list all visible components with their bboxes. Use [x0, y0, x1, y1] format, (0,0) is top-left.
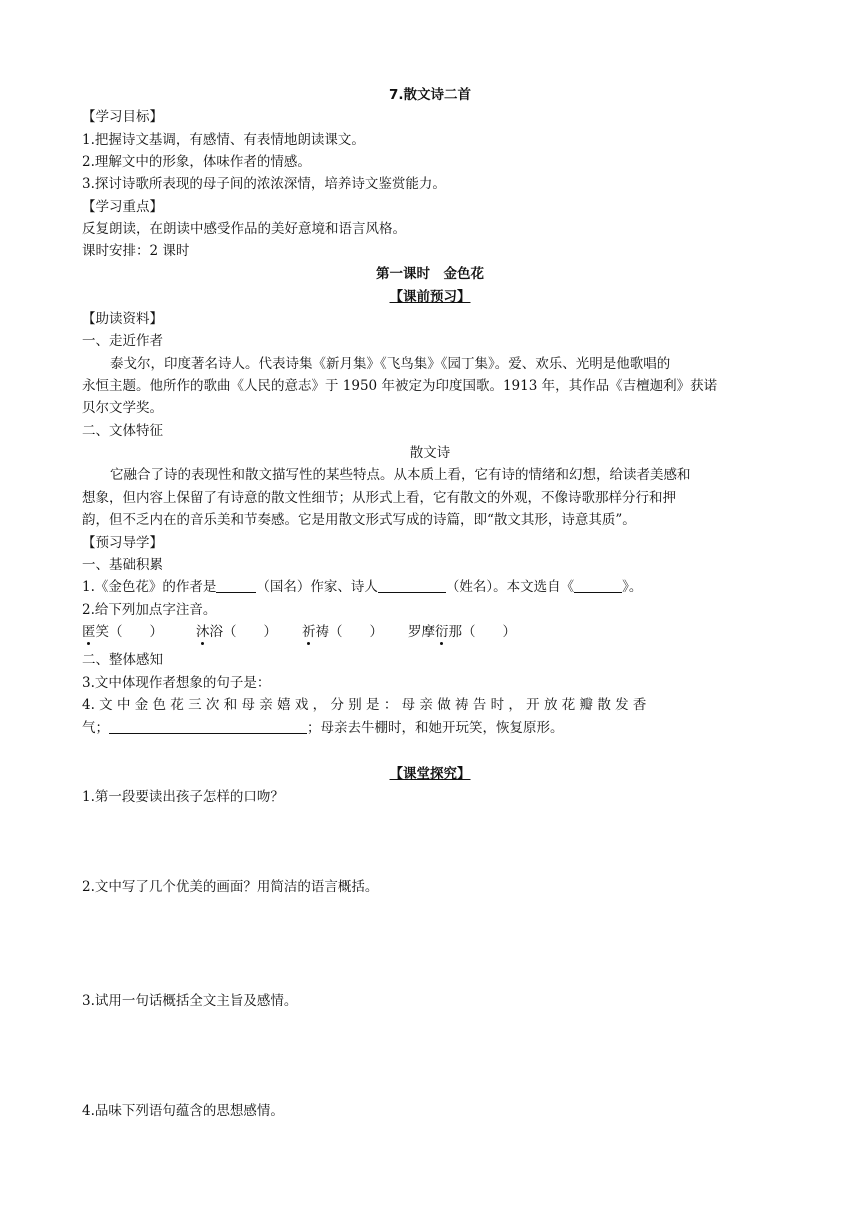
question-1: 1.《金色花》的作者是 （国名）作家、诗人 （姓名）。本文选自《 》。 — [82, 579, 643, 595]
answer-blank-name[interactable] — [378, 578, 446, 593]
basics-header: 一、基础积累 — [82, 557, 163, 573]
answer-blank-country[interactable] — [216, 578, 256, 593]
class-question: 2.文中写了几个优美的画面？用简洁的语言概括。 — [82, 879, 379, 895]
answer-blank-second-play[interactable] — [109, 719, 307, 734]
genre-paragraph-line: 韵，但不乏内在的音乐美和节奏感。它是用散文形式写成的诗篇，即“散文其形，诗意其质”。 — [82, 512, 636, 528]
genre-title: 散文诗 — [409, 445, 451, 461]
focus-header: 【学习重点】 — [82, 199, 163, 215]
focus-text: 反复朗读，在朗读中感受作品的美好意境和语言风格。 — [82, 221, 406, 237]
overall-header: 二、整体感知 — [82, 652, 163, 668]
goals-header: 【学习目标】 — [82, 109, 163, 125]
author-header: 一、走近作者 — [82, 333, 163, 349]
schedule-text: 课时安排：2 课时 — [82, 243, 190, 259]
reading-header: 【助读资料】 — [82, 311, 163, 327]
question-4-continued: 气； ；母亲去牛棚时，和她开玩笑，恢复原形。 — [82, 720, 564, 736]
class-header: 【课堂探究】 — [389, 766, 471, 782]
lesson-title: 第一课时 金色花 — [376, 266, 484, 282]
class-question: 4.品味下列语句蕴含的思想感情。 — [82, 1103, 284, 1119]
class-question: 3.试用一句话概括全文主旨及感情。 — [82, 993, 298, 1009]
question-2: 2.给下列加点字注音。 — [82, 602, 217, 618]
question-3: 3.文中体现作者想象的句子是： — [82, 675, 271, 691]
goal-item: 1.把握诗文基调，有感情、有表情地朗读课文。 — [82, 132, 365, 148]
guide-header: 【预习导学】 — [82, 535, 163, 551]
genre-paragraph-line: 想象，但内容上保留了有诗意的散文性细节；从形式上看，它有散文的外观，不像诗歌那样分行和押 — [82, 490, 676, 506]
pinyin-item[interactable]: 沐浴（ ） — [196, 624, 277, 640]
genre-header: 二、文体特征 — [82, 423, 163, 439]
goal-item: 3.探讨诗歌所表现的母子间的浓浓深情，培养诗文鉴赏能力。 — [82, 176, 446, 192]
genre-paragraph-line: 它融合了诗的表现性和散文描写性的某些特点。从本质上看，它有诗的情绪和幻想，给读者美感和 — [110, 467, 691, 483]
pinyin-item[interactable]: 匿笑（ ） — [82, 624, 163, 640]
answer-blank-source[interactable] — [574, 578, 622, 593]
pinyin-item[interactable]: 罗摩衍那（ ） — [408, 624, 516, 640]
class-question: 1.第一段要读出孩子怎样的口吻？ — [82, 789, 284, 805]
author-paragraph-line: 泰戈尔，印度著名诗人。代表诗集《新月集》《飞鸟集》《园丁集》。爱、欢乐、光明是他歌唱的 — [110, 356, 671, 372]
pinyin-item[interactable]: 祈祷（ ） — [302, 624, 383, 640]
goal-item: 2.理解文中的形象，体味作者的情感。 — [82, 154, 311, 170]
author-paragraph-line: 贝尔文学奖。 — [82, 400, 163, 416]
preview-header: 【课前预习】 — [389, 289, 471, 305]
question-4-line: 4. 文 中 金 色 花 三 次 和 母 亲 嬉 戏 ， 分 别 是 ： 母 亲 做 祷 告 时 ， 开 放 花 瓣 散 发 香 — [82, 697, 647, 713]
author-paragraph-line: 永恒主题。他所作的歌曲《人民的意志》于 1950 年被定为印度国歌。1913 年，其作品《吉檀迦利》获诺 — [82, 378, 718, 394]
page-title: 7.散文诗二首 — [388, 87, 472, 103]
